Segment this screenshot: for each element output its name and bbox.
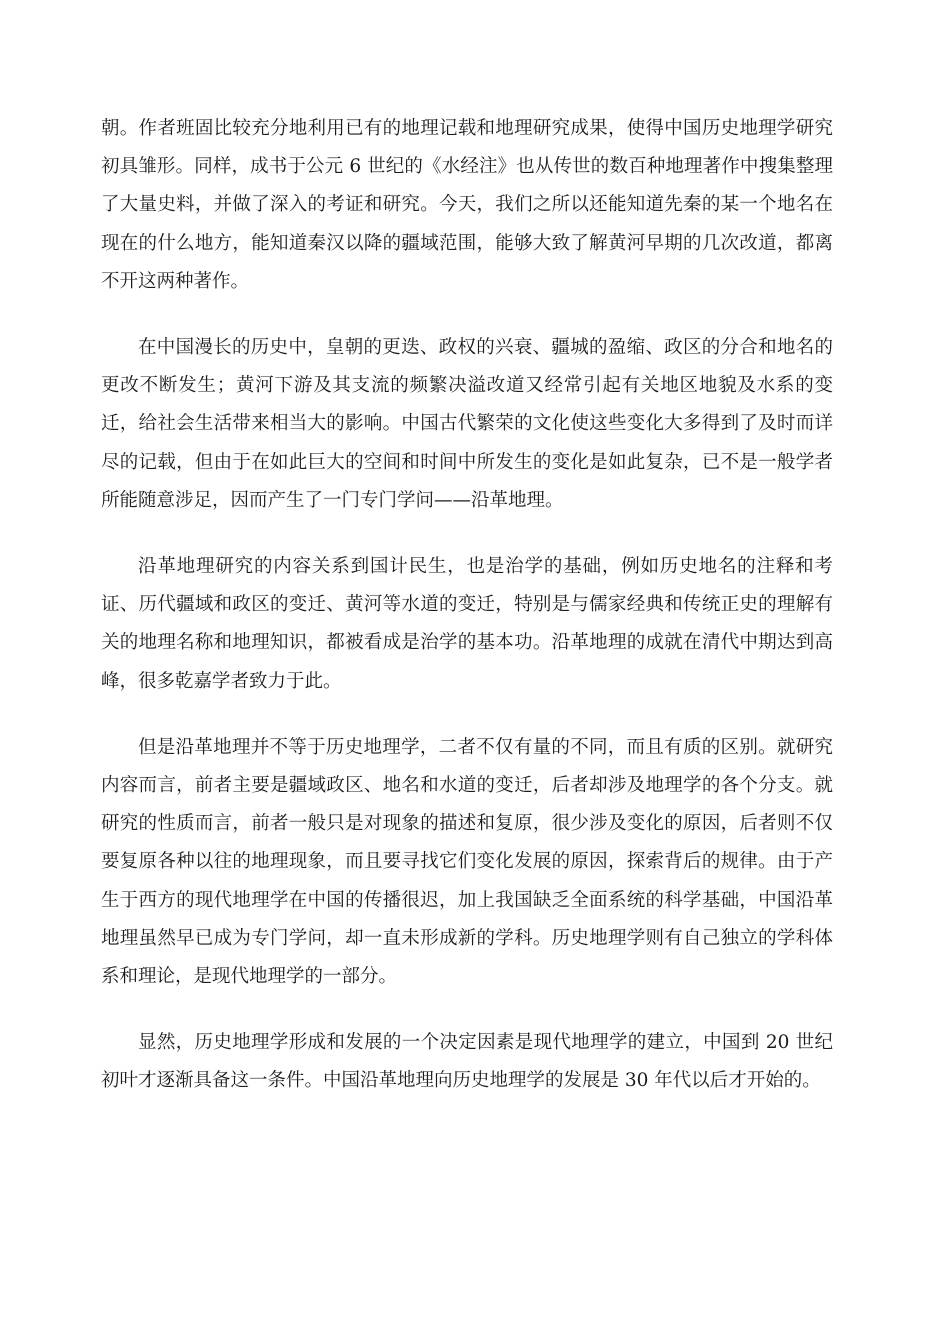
paragraph: 显然，历史地理学形成和发展的一个决定因素是现代地理学的建立，中国到 20 世纪初叶才逐渐具备这一条件。中国沿革地理向历史地理学的发展是 30 年代以后才开始的。 <box>101 1032 833 1092</box>
paragraph: 但是沿革地理并不等于历史地理学，二者不仅有量的不同，而且有质的区别。就研究内容而言，前者主要是疆域政区、地名和水道的变迁，后者却涉及地理学的各个分支。就研究的性质而言，前者一般只是对现象的描述和复原，很少涉及变化的原因，后者则不仅要复原各种以往的地理现象，而且要寻找它们变化发展的原因，探索背后的规律。由于产生于西方的现代地理学在中国的传播很迟，加上我国缺乏全面系统的科学基础，中国沿革地理虽然早已成为专门学问，却一直未形成新的学科。历史地理学则有自己独立的学科体系和理论，是现代地理学的一部分。 <box>101 736 833 988</box>
paragraph: 沿革地理研究的内容关系到国计民生，也是治学的基础，例如历史地名的注释和考证、历代疆域和政区的变迁、黄河等水道的变迁，特别是与儒家经典和传统正史的理解有关的地理名称和地理知识，都被看成是治学的基本功。沿革地理的成就在清代中期达到高峰，很多乾嘉学者致力于此。 <box>101 556 833 692</box>
paragraph: 在中国漫长的历史中，皇朝的更迭、政权的兴衰、疆城的盈缩、政区的分合和地名的更改不断发生；黄河下游及其支流的频繁决溢改道又经常引起有关地区地貌及水系的变迁，给社会生活带来相当大的影响。中国古代繁荣的文化使这些变化大多得到了及时而详尽的记载，但由于在如此巨大的空间和时间中所发生的变化是如此复杂，已不是一般学者所能随意涉足，因而产生了一门专门学问——沿革地理。 <box>101 337 833 511</box>
paragraph-continued: 朝。作者班固比较充分地利用已有的地理记载和地理研究成果，使得中国历史地理学研究初具雏形。同样，成书于公元 6 世纪的《水经注》也从传世的数百种地理著作中搜集整理了大量史料，并做了深入的考证和研究。今天，我们之所以还能知道先秦的某一个地名在现在的什么地方，能知道秦汉以降的疆域范围，能够大致了解黄河早期的几次改道，都离不开这两种著作。 <box>101 118 833 292</box>
body-text <box>101 110 833 1129</box>
